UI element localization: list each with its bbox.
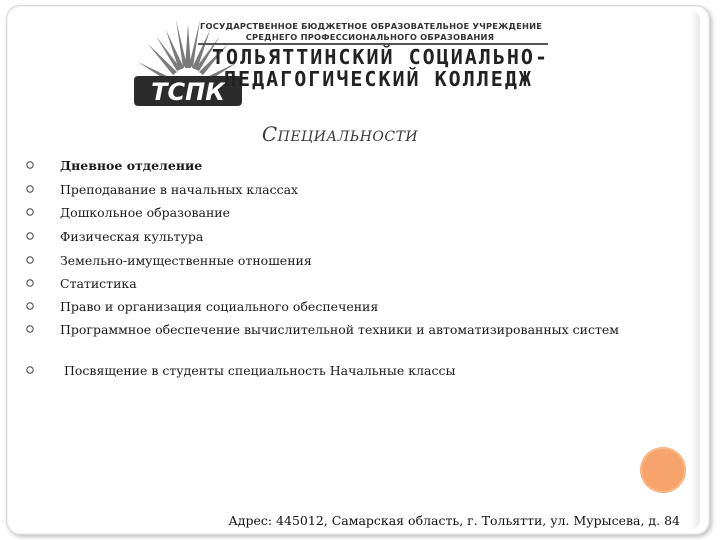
logo-caption-line1: ГОСУДАРСТВЕННОЕ БЮДЖЕТНОЕ ОБРАЗОВАТЕЛЬНОЕ УЧРЕЖДЕНИЕ bbox=[200, 21, 543, 31]
slide-frame-edge bbox=[690, 10, 700, 530]
list-item-label: Преподавание в начальных классах bbox=[60, 182, 299, 197]
list-item-label: Дошкольное образование bbox=[60, 205, 231, 220]
list-item-label: Физическая культура bbox=[60, 229, 204, 244]
list-item-label: Программное обеспечение вычислительной техники и автоматизированных систем bbox=[60, 322, 620, 337]
circle-bullet-icon bbox=[26, 185, 34, 193]
page-title: Специальности bbox=[261, 122, 419, 146]
college-logo bbox=[128, 16, 558, 118]
circle-bullet-icon bbox=[26, 325, 34, 333]
address-text: Адрес: 445012, Самарская область, г. Тольятти, ул. Мурысева, д. 84 bbox=[228, 513, 680, 528]
logo-name-line1: ТОЛЬЯТТИНСКИЙ СОЦИАЛЬНО- bbox=[212, 45, 549, 69]
circle-bullet-icon bbox=[26, 208, 34, 216]
list-item-label: Право и организация социального обеспечения bbox=[60, 299, 379, 314]
emblem-letters: ТСПК bbox=[151, 78, 225, 106]
list-item-label: Статистика bbox=[60, 276, 137, 291]
logo-name-line2: ПЕДАГОГИЧЕСКИЙ КОЛЛЕДЖ bbox=[224, 67, 533, 91]
circle-bullet-icon bbox=[26, 302, 34, 310]
logo-caption-line2: СРЕДНЕГО ПРОФЕССИОНАЛЬНОГО ОБРАЗОВАНИЯ bbox=[245, 32, 495, 42]
circle-bullet-icon bbox=[26, 366, 34, 374]
list-item-label: Дневное отделение bbox=[60, 158, 203, 173]
circle-bullet-icon bbox=[26, 279, 34, 287]
circle-bullet-icon bbox=[26, 232, 34, 240]
decorative-circle bbox=[640, 447, 686, 493]
list-item-label: Посвящение в студенты специальность Начальные классы bbox=[60, 363, 456, 378]
circle-bullet-icon bbox=[26, 161, 34, 169]
circle-bullet-icon bbox=[26, 256, 34, 264]
list-item-label: Земельно-имущественные отношения bbox=[60, 253, 312, 268]
